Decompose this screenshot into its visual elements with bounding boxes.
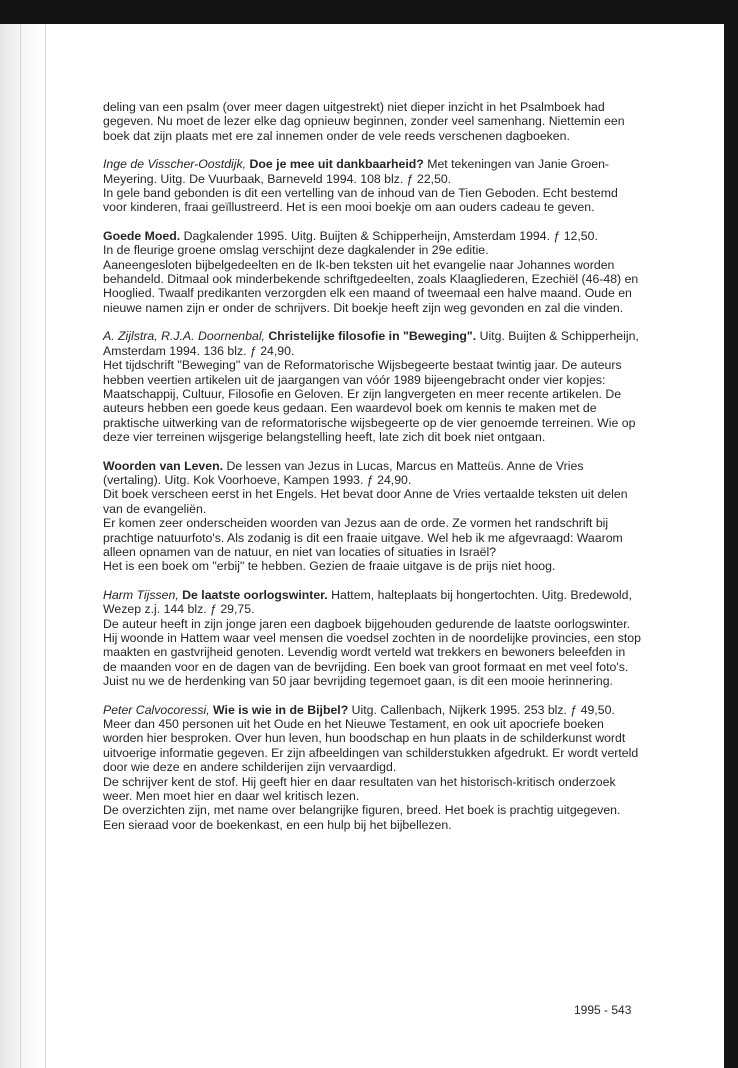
review-entry bbox=[103, 329, 641, 444]
entry-title: Christelijke filosofie in "Beweging". bbox=[268, 329, 477, 344]
review-entry bbox=[103, 229, 641, 315]
scan-line bbox=[45, 24, 46, 1068]
entry-paragraph: In gele band gebonden is dit een vertelling van de inhoud van de Tien Geboden. Echt bestemd voor kinderen, fraai geïllustreerd. Het is een mooi boekje om aan ouders cadeau te geven. bbox=[103, 186, 618, 215]
intro-paragraph-block bbox=[103, 100, 641, 143]
entry-title: Wie is wie in de Bijbel? bbox=[213, 702, 349, 717]
entry-author: A. Zijlstra, R.J.A. Doornenbal, bbox=[103, 329, 265, 344]
entry-author: Harm Tijssen, bbox=[103, 587, 179, 602]
entry-paragraph: Er komen zeer onderscheiden woorden van Jezus aan de orde. Ze vormen het randschrift bij prachtige natuurfoto's. Als zodanig is dit een fraaie uitgave. Wel heb ik me afgevraagd: Waarom alleen opnamen van de natuur, en niet van locaties of situaties in Israël? bbox=[103, 516, 623, 559]
document-page bbox=[103, 100, 641, 846]
entry-paragraph: De schrijver kent de stof. Hij geeft hier en daar resultaten van het historisch-kritisch onderzoek weer. Men moet hier en daar wel kritisch lezen. bbox=[103, 774, 616, 804]
entry-author: Peter Calvocoressi, bbox=[103, 702, 210, 717]
entry-heading bbox=[103, 703, 641, 717]
entry-heading bbox=[103, 459, 641, 488]
entry-paragraph: Aaneengesloten bijbelgedeelten en de Ik-ben teksten uit het evangelie naar Johannes worden behandeld. Ditmaal ook minderbekende schriftgedeelten, zoals Klaagliederen, Ezechiël (46-48) en Hooglied. Twaalf predikanten verzorgden elk een maand of tweemaal een halve maand. Oude en nieuwe namen zijn er onder de schrijvers. Dit boekje heeft zijn weg gevonden en zal die vinden. bbox=[103, 257, 639, 315]
entry-meta: Hattem, halteplaats bij hongertochten. Uitg. Bredewold, Wezep z.j. 144 blz. ƒ 29,75. bbox=[103, 587, 632, 617]
review-entry bbox=[103, 588, 641, 689]
entry-paragraph: Het is een boek om "erbij" te hebben. Gezien de fraaie uitgave is de prijs niet hoog. bbox=[103, 559, 556, 574]
entry-paragraph: Dit boek verscheen eerst in het Engels. Het bevat door Anne de Vries vertaalde teksten uit delen van de evangeliën. bbox=[103, 487, 628, 516]
entry-title: Doe je mee uit dankbaarheid? bbox=[249, 157, 424, 172]
entry-heading bbox=[103, 229, 641, 243]
entry-title: Goede Moed. bbox=[103, 228, 181, 243]
entry-meta: De lessen van Jezus in Lucas, Marcus en Matteüs. Anne de Vries (vertaling). Uitg. Kok Voorhoeve, Kampen 1993. ƒ 24,90. bbox=[103, 458, 584, 487]
scan-right-border bbox=[724, 0, 738, 1068]
intro-paragraph: deling van een psalm (over meer dagen uitgestrekt) niet dieper inzicht in het Psalmboek had gegeven. Nu moet de lezer elke dag opnieuw beginnen, zonder veel samenhang. Niettemin een boek dat zijn plaats met ere zal innemen onder de vele reeds verschenen dagboeken. bbox=[103, 100, 625, 143]
scan-line bbox=[20, 24, 21, 1068]
entry-heading bbox=[103, 588, 641, 617]
entry-paragraph: In de fleurige groene omslag verschijnt deze dagkalender in 29e editie. bbox=[103, 243, 489, 258]
review-entry bbox=[103, 703, 641, 833]
entry-paragraph: De auteur heeft in zijn jonge jaren een dagboek bijgehouden gedurende de laatste oorlogswinter. Hij woonde in Hattem waar veel mensen die voedsel zochten in de noordelijke provincies, een stop maakten en gastvrijheid genoten. Levendig wordt verteld wat trekkers en bewoners beleefden in de maanden voor en de dagen van de bevrijding. Een boek van groot formaat en met veel foto's. Juist nu we de herdenking van 50 jaar bevrijding tegemoet gaan, is dit een mooie herinnering. bbox=[103, 616, 641, 689]
entry-meta: Dagkalender 1995. Uitg. Buijten & Schipperheijn, Amsterdam 1994. ƒ 12,50. bbox=[180, 228, 598, 243]
review-entry bbox=[103, 157, 641, 215]
entry-paragraph: De overzichten zijn, met name over belangrijke figuren, breed. Het boek is prachtig uitgegeven. Een sieraad voor de boekenkast, en een hulp bij het bijbellezen. bbox=[103, 803, 621, 832]
entry-heading bbox=[103, 157, 641, 186]
review-entry bbox=[103, 459, 641, 574]
entry-paragraph: Het tijdschrift "Beweging" van de Reformatorische Wijsbegeerte bestaat twintig jaar. De auteurs hebben veertien artikelen uit de jaargangen van vóór 1989 bijeengebracht onder vier kopjes: Maatschappij, Cultuur, Filosofie en Geloven. Er zijn langvergeten en meer recente artikelen. De auteurs hebben een goede keus gedaan. Een waardevol boek om kennis te maken met de praktische uitwerking van de reformatorische wijsbegeerte op de vier genoemde terreinen. Wie op deze vier terreinen wijsgerige belangstelling heeft, late zich dit boek niet ontgaan. bbox=[103, 358, 636, 445]
entry-title: De laatste oorlogswinter. bbox=[182, 587, 328, 602]
entry-meta: Uitg. Callenbach, Nijkerk 1995. 253 blz. ƒ 49,50. bbox=[348, 702, 615, 717]
entry-meta: Met tekeningen van Janie Groen-Meyering. Uitg. De Vuurbaak, Barneveld 1994. 108 blz. ƒ 22,50. bbox=[103, 157, 610, 186]
page-number: 1995 - 543 bbox=[574, 1003, 632, 1017]
entry-meta: Uitg. Buijten & Schipperheijn, Amsterdam 1994. 136 blz. ƒ 24,90. bbox=[103, 329, 639, 358]
entry-author: Inge de Visscher-Oostdijk, bbox=[103, 157, 247, 172]
entry-heading bbox=[103, 329, 641, 358]
page-spine-shadow bbox=[0, 24, 46, 1068]
scan-top-border bbox=[0, 0, 738, 24]
entry-paragraph: Meer dan 450 personen uit het Oude en het Nieuwe Testament, en ook uit apocriefe boeken worden hier besproken. Over hun leven, hun boodschap en hun plaats in de schilderkunst wordt uitvoerige informatie gegeven. Er zijn afbeeldingen van schilderstukken afgedrukt. Er wordt verteld door wie deze en andere schilderijen zijn vervaardigd. bbox=[103, 717, 639, 775]
entry-title: Woorden van Leven. bbox=[103, 458, 224, 473]
